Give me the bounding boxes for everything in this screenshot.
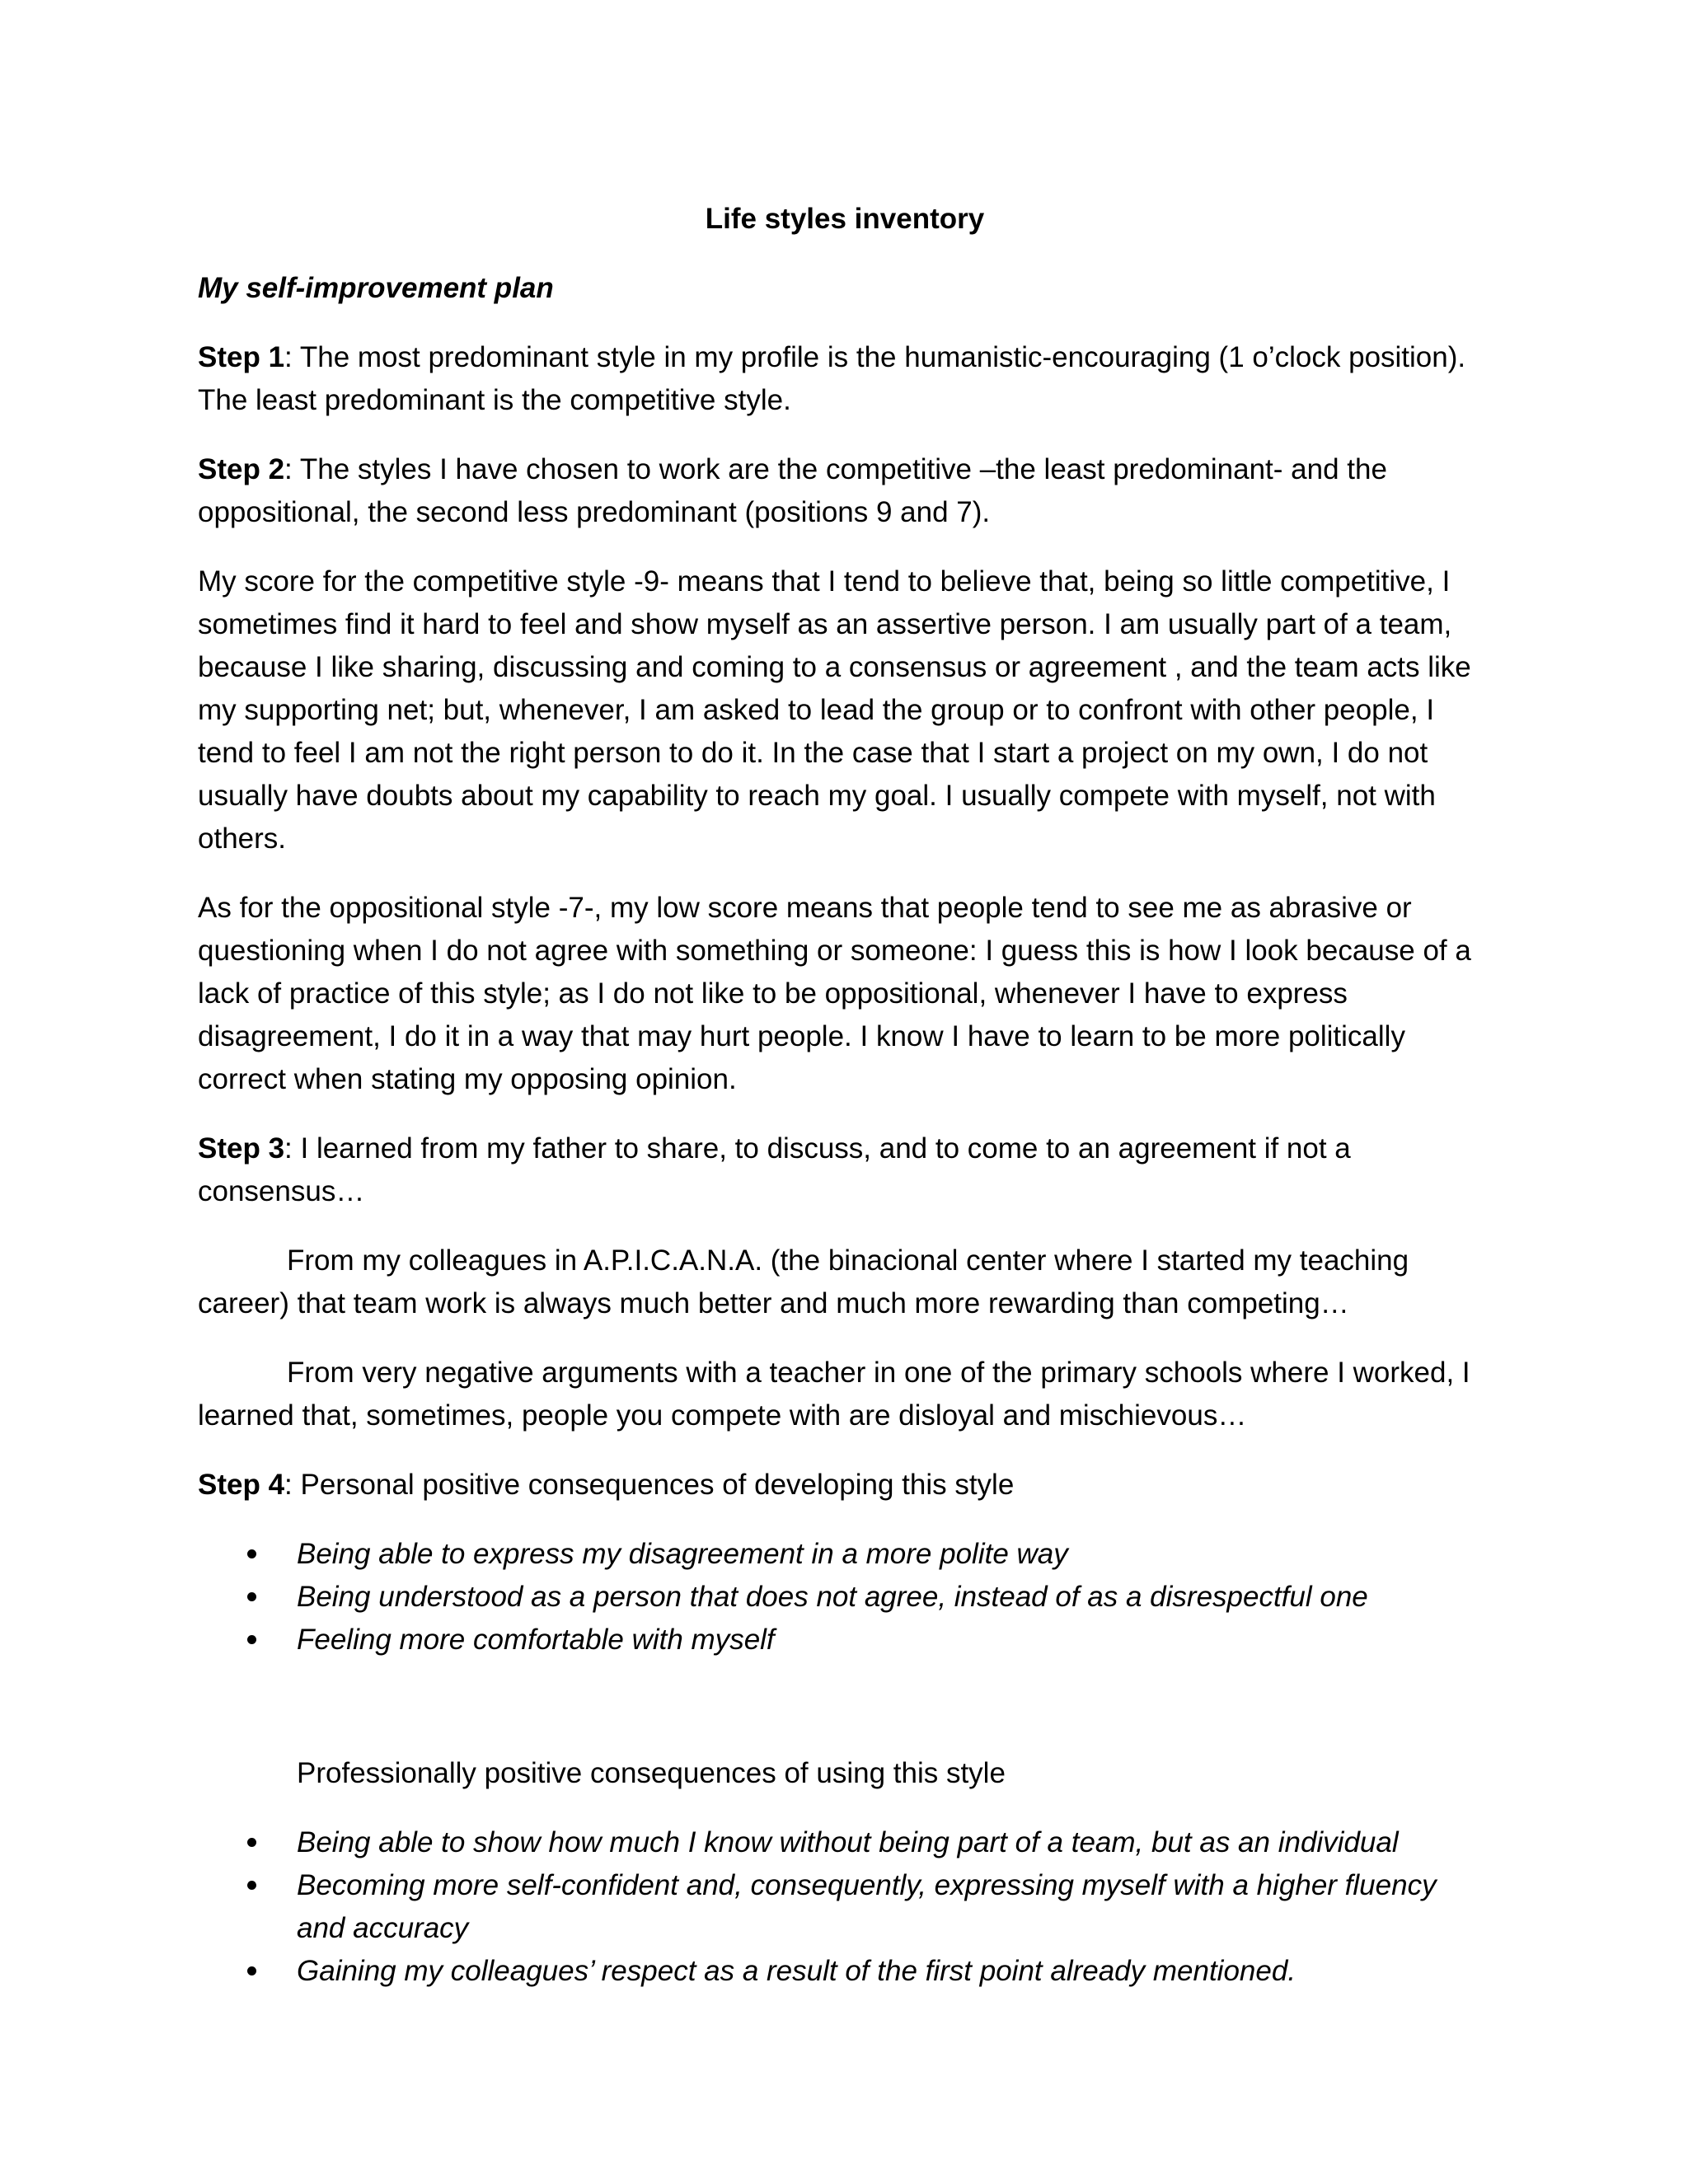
list-item — [198, 1950, 1492, 1993]
list-item-text: Being able to express my disagreement in a more polite way — [297, 1538, 1068, 1570]
step-3-label: Step 3 — [198, 1132, 285, 1165]
list-item-text: Gaining my colleagues’ respect as a result of the first point already mentioned. — [297, 1955, 1296, 1987]
list-item-text: Being able to show how much I know without being part of a team, but as an individual — [297, 1826, 1399, 1858]
personal-consequences-list — [198, 1533, 1492, 1661]
document-title: Life styles inventory — [705, 203, 985, 235]
step-4-text: : Personal positive consequences of developing this style — [284, 1469, 1015, 1501]
list-item — [198, 1576, 1492, 1619]
document-subtitle: My self-improvement plan — [198, 272, 554, 304]
bullet-icon — [247, 1838, 256, 1847]
step-2-label: Step 2 — [198, 453, 285, 485]
step-1-label: Step 1 — [198, 341, 285, 373]
step-4-paragraph — [198, 1464, 1492, 1507]
oppositional-style-paragraph: As for the oppositional style -7-, my low score means that people tend to see me as abrasive or questioning when I do not agree with something or someone: I guess this is how I look because of a lack of practice of this style; as I do not like to be oppositional, whenever I have to express disagreement, I do it in a way that may hurt people. I know I have to learn to be more politically correct when stating my opposing opinion. — [198, 892, 1471, 1095]
list-item-text: Becoming more self-confident and, consequently, expressing myself with a higher fluency and accuracy — [297, 1869, 1437, 1944]
step-1-paragraph — [198, 336, 1492, 422]
colleagues-paragraph: From my colleagues in A.P.I.C.A.N.A. (the binacional center where I started my teaching career) that team work is always much better and much more rewarding than competing… — [198, 1244, 1409, 1319]
list-item-text: Feeling more comfortable with myself — [297, 1624, 775, 1656]
professional-consequences-heading: Professionally positive consequences of using this style — [297, 1757, 1006, 1789]
step-3-text: : I learned from my father to share, to discuss, and to come to an agreement if not a consensus… — [198, 1132, 1351, 1207]
competitive-style-paragraph: My score for the competitive style -9- means that I tend to believe that, being so little competitive, I sometimes find it hard to feel and show myself as an assertive person. I am usually part of a team, because I like sharing, discussing and coming to a consensus or agreement , and the team acts like my supporting net; but, whenever, I am asked to lead the group or to confront with other people, I tend to feel I am not the right person to do it. In the case that I start a project on my own, I do not usually have doubts about my capability to reach my goal. I usually compete with myself, not with others. — [198, 565, 1471, 855]
bullet-icon — [247, 1549, 256, 1558]
list-item — [198, 1864, 1492, 1950]
step-2-paragraph — [198, 448, 1492, 534]
list-item — [198, 1533, 1492, 1576]
negative-arguments-paragraph: From very negative arguments with a teacher in one of the primary schools where I worked, I learned that, sometimes, people you compete with are disloyal and mischievous… — [198, 1357, 1470, 1432]
list-item — [198, 1821, 1492, 1864]
step-2-text: : The styles I have chosen to work are the competitive –the least predominant- and the oppositional, the second less predominant (positions 9 and 7). — [198, 453, 1387, 528]
bullet-icon — [247, 1966, 256, 1975]
step-1-text: : The most predominant style in my profile is the humanistic-encouraging (1 o’clock position). The least predominant is the competitive style. — [198, 341, 1466, 416]
professional-consequences-list — [198, 1821, 1492, 1993]
step-3-paragraph — [198, 1127, 1492, 1213]
bullet-icon — [247, 1635, 256, 1644]
bullet-icon — [247, 1592, 256, 1601]
list-item-text: Being understood as a person that does not agree, instead of as a disrespectful one — [297, 1581, 1368, 1613]
bullet-icon — [247, 1881, 256, 1890]
step-4-label: Step 4 — [198, 1469, 285, 1501]
list-item — [198, 1619, 1492, 1661]
document-body — [198, 198, 1492, 2019]
